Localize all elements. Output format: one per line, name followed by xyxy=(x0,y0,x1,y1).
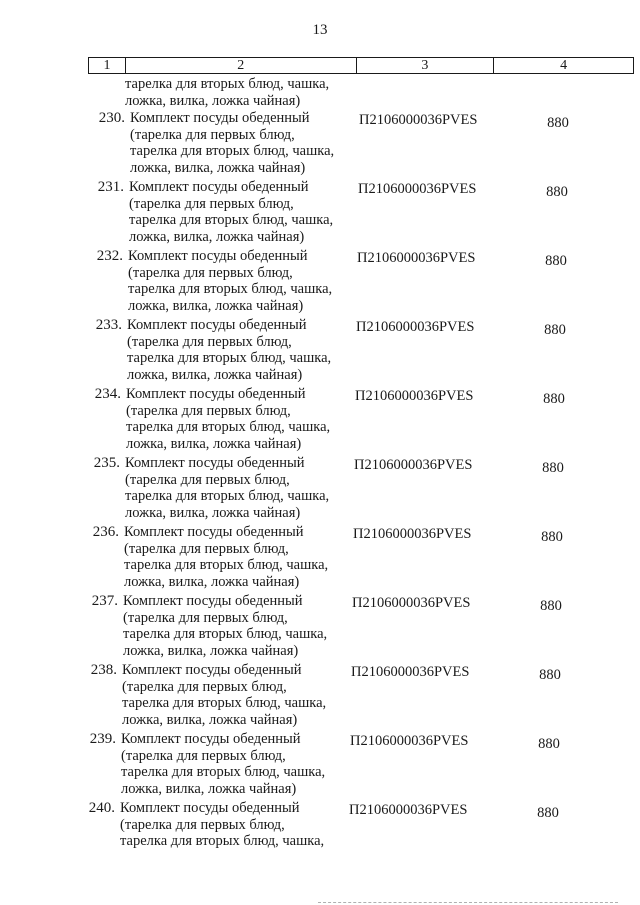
row-number: 238. xyxy=(90,662,117,678)
item-quantity: 880 xyxy=(541,529,563,545)
item-name-line: тарелка для вторых блюд, чашка, xyxy=(127,350,332,367)
column-header-2: 2 xyxy=(125,58,356,74)
item-name-line: Комплект посуды обеденный xyxy=(120,800,300,816)
item-code: П2106000036PVES xyxy=(353,526,472,542)
column-header-3: 3 xyxy=(356,58,494,74)
item-name-line: Комплект посуды обеденный xyxy=(127,317,307,333)
table-header xyxy=(88,57,634,74)
table-row xyxy=(5,110,640,179)
row-number: 240. xyxy=(88,800,115,816)
item-name-line: (тарелка для первых блюд, xyxy=(127,333,292,350)
item-name-line: Комплект посуды обеденный xyxy=(123,593,303,609)
item-name-line: тарелка для вторых блюд, чашка, xyxy=(130,143,335,160)
page-number: 13 xyxy=(312,22,328,38)
item-name-line: тарелка для вторых блюд, чашка, xyxy=(129,212,334,229)
item-name xyxy=(120,800,345,850)
item-code: П2106000036PVES xyxy=(352,595,471,611)
item-name xyxy=(122,662,347,728)
table-row xyxy=(4,179,640,248)
item-name-line: Комплект посуды обеденный xyxy=(124,524,304,540)
item-code: П2106000036PVES xyxy=(354,457,473,473)
row-number: 239. xyxy=(89,731,116,747)
item-name-line: Комплект посуды обеденный xyxy=(129,179,309,195)
table-row xyxy=(0,593,638,662)
item-quantity: 880 xyxy=(544,322,566,338)
item-name-line: ложка, вилка, ложка чайная) xyxy=(126,435,302,452)
item-name-line: ложка, вилка, ложка чайная) xyxy=(129,228,305,245)
item-name-line: Комплект посуды обеденный xyxy=(126,386,306,402)
table-row xyxy=(0,731,636,800)
item-name xyxy=(121,731,346,797)
item-name-line: (тарелка для первых блюд, xyxy=(121,747,286,764)
column-header-1: 1 xyxy=(89,58,126,74)
item-name-line: (тарелка для первых блюд, xyxy=(124,540,289,557)
item-name-line: тарелка для вторых блюд, чашка, xyxy=(122,695,327,712)
item-name-line: Комплект посуды обеденный xyxy=(122,662,302,678)
item-name-line: Комплект посуды обеденный xyxy=(121,731,301,747)
item-name xyxy=(125,76,350,109)
item-name-line: (тарелка для первых блюд, xyxy=(125,471,290,488)
item-quantity: 880 xyxy=(542,460,564,476)
item-name-line: (тарелка для первых блюд, xyxy=(129,195,294,212)
item-name-line: тарелка для вторых блюд, чашка, xyxy=(125,488,330,505)
item-name-line: (тарелка для первых блюд, xyxy=(122,678,287,695)
table-row xyxy=(0,800,635,869)
item-name-line: ложка, вилка, ложка чайная) xyxy=(124,573,300,590)
item-name-line: ложка, вилка, ложка чайная) xyxy=(125,92,301,109)
item-name xyxy=(125,455,350,521)
table-row xyxy=(0,662,637,731)
item-name-line: (тарелка для первых блюд, xyxy=(126,402,291,419)
row-number: 237. xyxy=(91,593,118,609)
item-name-line: ложка, вилка, ложка чайная) xyxy=(130,159,306,176)
item-name-line: ложка, вилка, ложка чайная) xyxy=(127,366,303,383)
item-code: П2106000036PVES xyxy=(351,664,470,680)
item-quantity: 880 xyxy=(545,253,567,269)
row-number: 235. xyxy=(93,455,120,471)
item-code: П2106000036PVES xyxy=(355,388,474,404)
row-number: 230. xyxy=(98,110,125,126)
item-quantity: 880 xyxy=(546,184,568,200)
item-name-line: Комплект посуды обеденный xyxy=(125,455,305,471)
item-code: П2106000036PVES xyxy=(350,733,469,749)
item-code: П2106000036PVES xyxy=(349,802,468,818)
item-name xyxy=(126,386,351,452)
item-name xyxy=(130,110,355,176)
item-name-line: ложка, вилка, ложка чайная) xyxy=(121,780,297,797)
item-name-line: ложка, вилка, ложка чайная) xyxy=(125,504,301,521)
item-name-line: тарелка для вторых блюд, чашка, xyxy=(123,626,328,643)
item-code: П2106000036PVES xyxy=(357,250,476,266)
item-name-line: тарелка для вторых блюд, чашка, xyxy=(124,557,329,574)
item-quantity: 880 xyxy=(543,391,565,407)
item-quantity: 880 xyxy=(538,736,560,752)
item-name-line: тарелка для вторых блюд, чашка, xyxy=(126,419,331,436)
item-name-line: (тарелка для первых блюд, xyxy=(123,609,288,626)
item-quantity: 880 xyxy=(539,667,561,683)
row-number: 231. xyxy=(97,179,124,195)
item-name xyxy=(124,524,349,590)
item-name-line: (тарелка для первых блюд, xyxy=(128,264,293,281)
item-name-line: (тарелка для первых блюд, xyxy=(130,126,295,143)
table-row xyxy=(3,248,640,317)
item-name-line: (тарелка для первых блюд, xyxy=(120,816,285,833)
item-quantity: 880 xyxy=(537,805,559,821)
item-name-line: Комплект посуды обеденный xyxy=(130,110,310,126)
row-number: 236. xyxy=(92,524,119,540)
item-code: П2106000036PVES xyxy=(358,181,477,197)
item-name-line: ложка, вилка, ложка чайная) xyxy=(122,711,298,728)
item-name-line: тарелка для вторых блюд, чашка, xyxy=(121,764,326,781)
row-number: 233. xyxy=(95,317,122,333)
continuation-row xyxy=(0,76,640,110)
table-row xyxy=(2,317,640,386)
table-body xyxy=(0,76,640,869)
item-name xyxy=(123,593,348,659)
item-name-line: тарелка для вторых блюд, чашка, xyxy=(128,281,333,298)
item-name-line: ложка, вилка, ложка чайная) xyxy=(123,642,299,659)
column-header-4: 4 xyxy=(494,58,634,74)
item-name-line: Комплект посуды обеденный xyxy=(128,248,308,264)
table-row xyxy=(0,455,640,524)
table-row xyxy=(1,386,640,455)
item-name-line: тарелка для вторых блюд, чашка, xyxy=(125,76,330,92)
item-name xyxy=(128,248,353,314)
item-code: П2106000036PVES xyxy=(356,319,475,335)
row-number: 234. xyxy=(94,386,121,402)
item-name-line: ложка, вилка, ложка чайная) xyxy=(128,297,304,314)
item-quantity: 880 xyxy=(540,598,562,614)
table-row xyxy=(0,524,639,593)
item-quantity: 880 xyxy=(547,115,569,131)
item-name xyxy=(129,179,354,245)
item-name xyxy=(127,317,352,383)
item-code: П2106000036PVES xyxy=(359,112,478,128)
bottom-rule xyxy=(318,902,618,903)
item-name-line: тарелка для вторых блюд, чашка, xyxy=(120,833,325,850)
row-number: 232. xyxy=(96,248,123,264)
